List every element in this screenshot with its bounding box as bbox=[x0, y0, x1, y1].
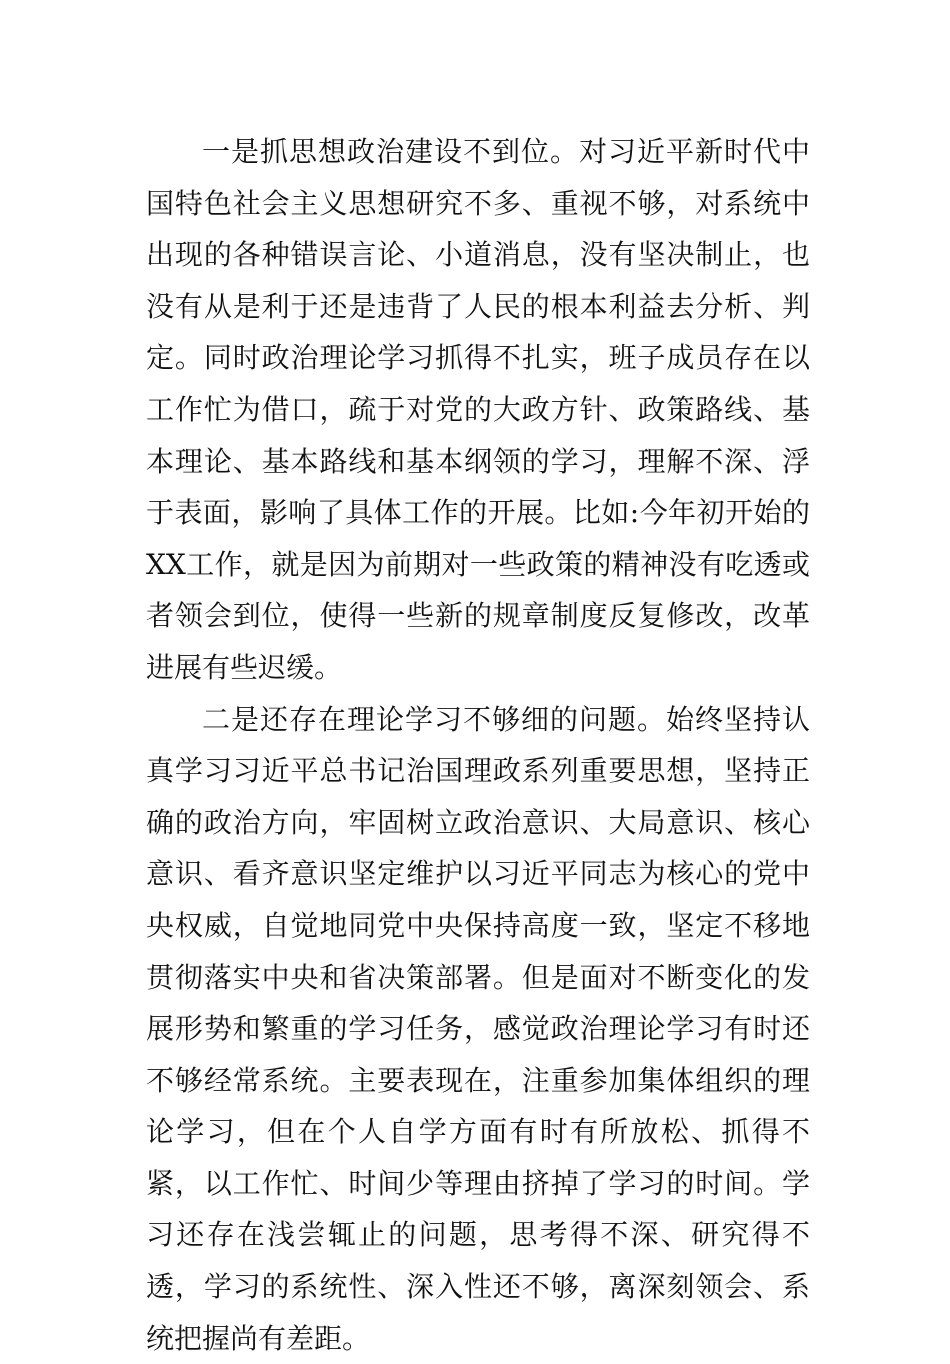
paragraph-2: 二是还存在理论学习不够细的问题。始终坚持认真学习习近平总书记治国理政系列重要思想，坚持正确的政治方向，牢固树立政治意识、大局意识、核心意识、看齐意识坚定维护以习近平同志为核心的党中央权威，自觉地同党中央保持高度一致，坚定不移地贯彻落实中央和省决策部署。但是面对不断变化的发展形势和繁重的学习任务，感觉政治理论学习有时还不够经常系统。主要表现在，注重参加集体组织的理论学习，但在个人自学方面有时有所放松、抓得不紧，以工作忙、时间少等理由挤掉了学习的时间。学习还存在浅尝辄止的问题，思考得不深、研究得不透，学习的系统性、深入性还不够，离深刻领会、系统把握尚有差距。 bbox=[146, 702, 810, 1355]
document-body bbox=[146, 126, 810, 1364]
paragraph-1: 一是抓思想政治建设不到位。对习近平新时代中国特色社会主义思想研究不多、重视不够，对系统中出现的各种错误言论、小道消息，没有坚决制止，也没有从是利于还是违背了人民的根本利益去分析、判定。同时政治理论学习抓得不扎实，班子成员存在以工作忙为借口，疏于对党的大政方针、政策路线、基本理论、基本路线和基本纲领的学习，理解不深、浮于表面，影响了具体工作的开展。比如:今年初开始的XX工作，就是因为前期对一些政策的精神没有吃透或者领会到位，使得一些新的规章制度反复修改，改革进展有些迟缓。 bbox=[146, 135, 810, 684]
